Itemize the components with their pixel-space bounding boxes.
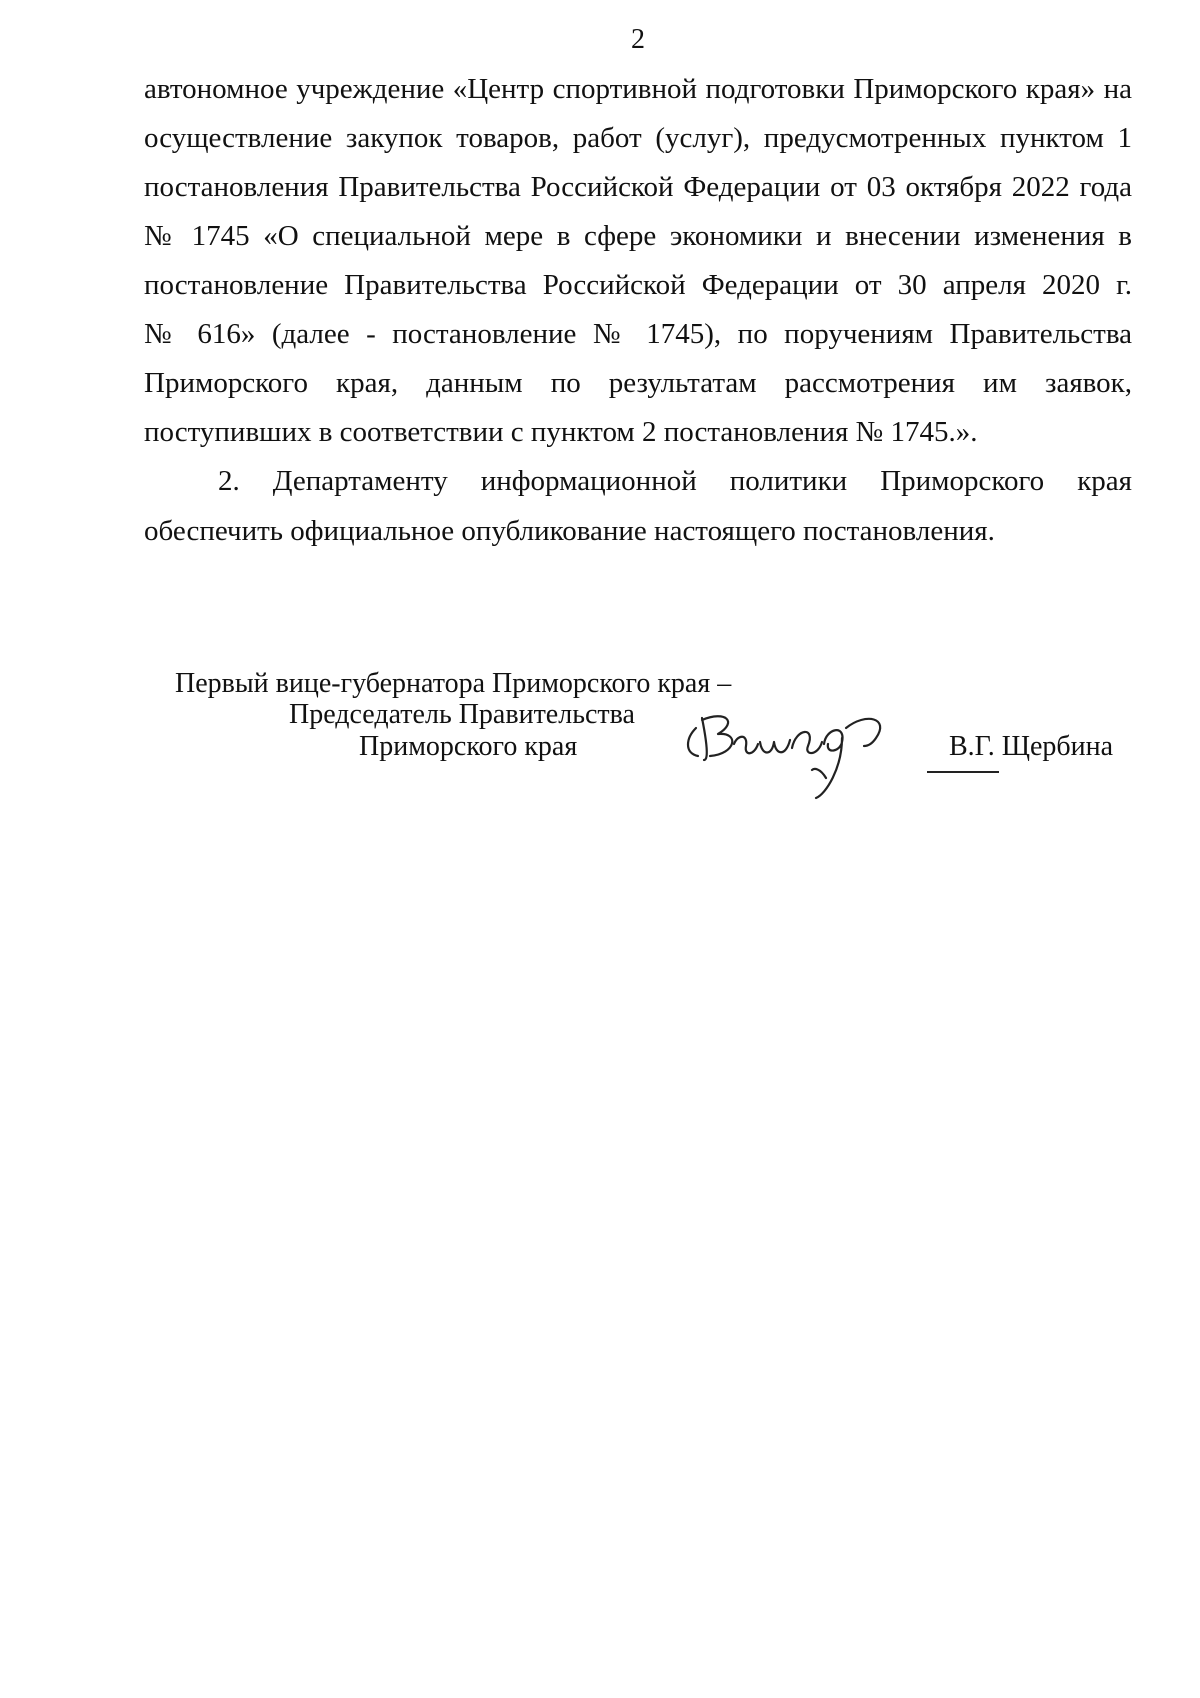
body-line: Приморского края, данным по результатам рассмотрения им заявок, <box>144 367 1132 399</box>
signatory-title-line3: Приморского края <box>359 731 578 762</box>
signature-underline <box>927 771 999 773</box>
body-line: № 1745 «О специальной мере в сфере экономики и внесении изменения в <box>144 220 1132 252</box>
page-number: 2 <box>631 24 645 55</box>
body-line: постановление Правительства Российской Федерации от 30 апреля 2020 г. <box>144 269 1132 301</box>
body-line: осуществление закупок товаров, работ (услуг), предусмотренных пунктом 1 <box>144 122 1132 154</box>
paragraph-2-line: 2. Департаменту информационной политики Приморского края <box>218 465 1132 497</box>
body-line: автономное учреждение «Центр спортивной подготовки Приморского края» на <box>144 73 1132 105</box>
body-line: обеспечить официальное опубликование настоящего постановления. <box>144 515 995 547</box>
body-line: поступивших в соответствии с пунктом 2 постановления № 1745.». <box>144 416 978 448</box>
handwritten-signature <box>676 698 916 808</box>
body-line: постановления Правительства Российской Федерации от 03 октября 2022 года <box>144 171 1132 203</box>
signatory-title-line1: Первый вице-губернатора Приморского края – <box>175 668 732 699</box>
signatory-title-line2: Председатель Правительства <box>289 699 635 730</box>
body-line: № 616» (далее - постановление № 1745), по поручениям Правительства <box>144 318 1132 350</box>
signatory-name: В.Г. Щербина <box>949 731 1114 762</box>
